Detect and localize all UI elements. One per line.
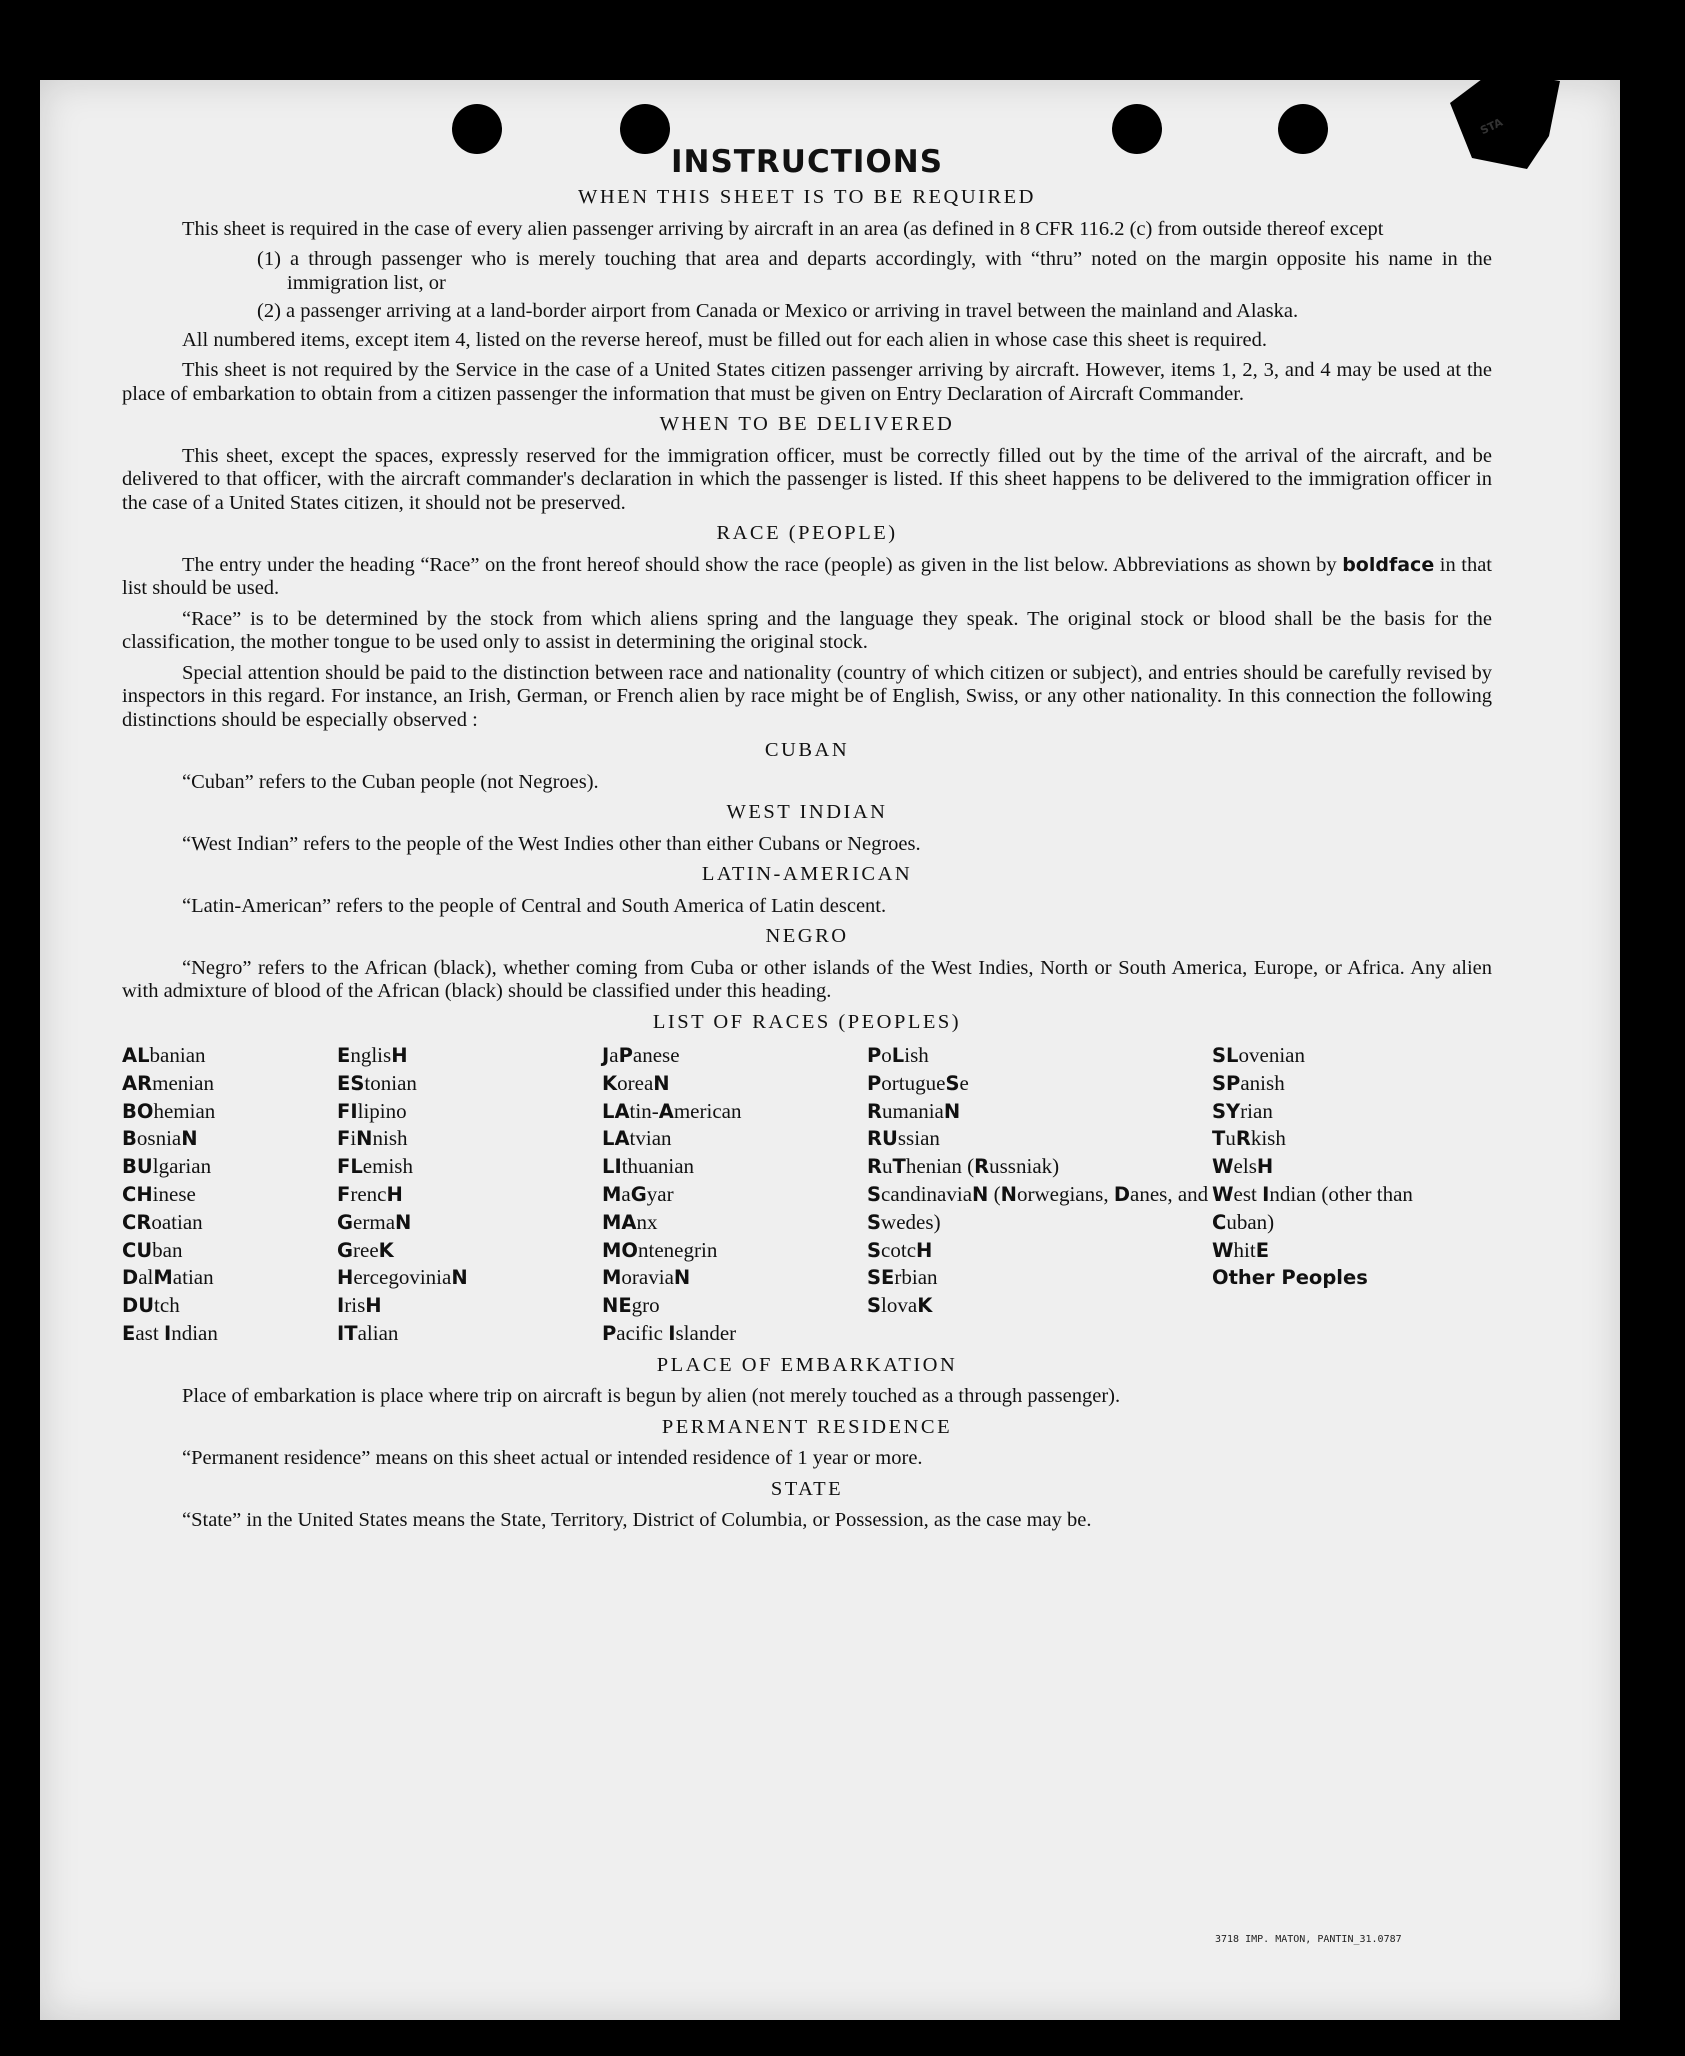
race-entry: SlovaK <box>867 1293 933 1318</box>
race-entry: RUssian <box>867 1126 940 1151</box>
section-heading: LIST OF RACES (PEOPLES) <box>652 1010 962 1033</box>
race-entry: ITalian <box>337 1320 399 1345</box>
race-entry: PoLish <box>867 1043 929 1067</box>
section-heading: STATE <box>770 1477 844 1500</box>
section-heading: LATIN-AMERICAN <box>701 863 913 885</box>
race-entry: RumaniaN <box>867 1098 961 1123</box>
race-entry: CRoatian <box>122 1209 203 1234</box>
race-column <box>602 1042 867 1348</box>
race-entry: West Indian (other than Cuban) <box>1212 1181 1413 1234</box>
race-entry: BUlgarian <box>122 1154 212 1179</box>
paragraph: This sheet is not required by the Service in the case of a United States citizen passenger arriving by aircraft. However, items 1, 2, 3, and 4 may be used at the place of embarkation to obtain from a citizen passenger the information that must be given on Entry Declaration of Aircraft Commander. <box>122 359 1492 405</box>
paragraph <box>122 554 1492 601</box>
paragraph: All numbered items, except item 4, listed on the reverse hereof, must be filled out for each alien in whose case this sheet is required. <box>182 328 1268 351</box>
list-item: (2) a passenger arriving at a land-border airport from Canada or Mexico or arriving in travel between the mainland and Alaska. <box>257 300 1299 322</box>
race-entry: FrencH <box>337 1181 403 1206</box>
race-column <box>867 1042 1212 1348</box>
race-entry: PortugueSe <box>867 1070 969 1095</box>
race-entry: FIlipino <box>337 1098 407 1123</box>
race-entry: GermaN <box>337 1209 412 1234</box>
paragraph: “Cuban” refers to the Cuban people (not Negroes). <box>182 770 599 793</box>
race-entry: GreeK <box>337 1237 394 1262</box>
race-entry: WhitE <box>1212 1237 1270 1262</box>
race-entry: ARmenian <box>122 1070 214 1095</box>
race-entry: MOntenegrin <box>602 1237 718 1262</box>
instructions-content <box>122 144 1492 1540</box>
race-entry: MoraviaN <box>602 1265 691 1290</box>
race-entry: LIthuanian <box>602 1154 695 1179</box>
race-entry: SPanish <box>1212 1070 1285 1095</box>
paragraph: This sheet is required in the case of every alien passenger arriving by aircraft in an area (as defined in 8 CFR 116.2 (c) from outside thereof except <box>182 217 1384 240</box>
race-entry: ScotcH <box>867 1237 933 1262</box>
race-entry: SErbian <box>867 1265 938 1290</box>
race-entry: EnglisH <box>337 1043 408 1067</box>
page-title: INSTRUCTIONS <box>670 144 944 180</box>
race-entry: JaPanese <box>602 1043 680 1067</box>
section-heading: PERMANENT RESIDENCE <box>661 1415 953 1438</box>
list-item: (1) a through passenger who is merely touching that area and departs accordingly, with “thru” noted on the margin opposite his name in the immigration list, or <box>257 248 1492 294</box>
paragraph: “West Indian” refers to the people of the West Indies other than either Cubans or Negroes. <box>182 832 921 855</box>
race-entry: DUtch <box>122 1293 180 1318</box>
text-span: in that list should be used. <box>122 553 1492 599</box>
race-entry: LAtvian <box>602 1126 672 1151</box>
race-entry: BOhemian <box>122 1098 216 1123</box>
paragraph: Special attention should be paid to the distinction between race and nationality (country of which citizen or subject), and entries should be carefully revised by inspectors in this regard. For instance, an Irish, German, or French alien by race might be of English, Swiss, or any other nationality. In this connection the following distinctions should be especially observed : <box>122 661 1492 731</box>
race-entry: IrisH <box>337 1293 382 1318</box>
race-entry: ALbanian <box>122 1043 206 1067</box>
section-heading: RACE (PEOPLE) <box>716 522 898 544</box>
race-entry: CHinese <box>122 1181 196 1206</box>
boldface-word: boldface <box>1342 553 1435 576</box>
race-list <box>122 1042 1492 1348</box>
race-entry: East Indian <box>122 1320 218 1345</box>
section-heading: WHEN TO BE DELIVERED <box>659 413 955 435</box>
race-column <box>337 1042 602 1348</box>
paragraph: “Permanent residence” means on this sheet actual or intended residence of 1 year or more. <box>182 1447 923 1470</box>
paragraph: Place of embarkation is place where trip on aircraft is begun by alien (not merely touched as a through passenger). <box>182 1385 1121 1408</box>
paragraph: “State” in the United States means the State, Territory, District of Columbia, or Possession, as the case may be. <box>182 1509 1092 1532</box>
race-entry: FiNnish <box>337 1126 408 1151</box>
paragraph: “Race” is to be determined by the stock from which aliens spring and the language they speak. The original stock or blood shall be the basis for the classification, the mother tongue to be used only to assist in determining the original stock. <box>122 607 1492 653</box>
section-heading: NEGRO <box>765 925 849 947</box>
section-heading: WHEN THIS SHEET IS TO BE REQUIRED <box>578 186 1036 208</box>
race-entry: SYrian <box>1212 1098 1273 1123</box>
race-entry: EStonian <box>337 1070 417 1095</box>
section-heading: PLACE OF EMBARKATION <box>656 1353 958 1376</box>
paragraph: “Negro” refers to the African (black), whether coming from Cuba or other islands of the West Indies, North or South America, Europe, or Africa. Any alien with admixture of blood of the African (black) should be classified under this heading. <box>122 956 1492 1002</box>
race-column <box>122 1042 337 1348</box>
race-column <box>1212 1042 1472 1348</box>
race-entry: NEgro <box>602 1293 660 1318</box>
race-entry: TuRkish <box>1212 1126 1286 1151</box>
race-entry: SLovenian <box>1212 1043 1305 1067</box>
race-entry: LAtin-American <box>602 1098 742 1123</box>
race-entry: MaGyar <box>602 1181 674 1206</box>
race-entry: HercegoviniaN <box>337 1265 468 1290</box>
paragraph: “Latin-American” refers to the people of Central and South America of Latin descent. <box>182 894 887 917</box>
stamp-text: STA <box>1478 115 1505 138</box>
race-entry: KoreaN <box>602 1070 670 1095</box>
race-entry: WelsH <box>1212 1154 1274 1179</box>
race-entry: BosniaN <box>122 1126 198 1151</box>
text-span: The entry under the heading “Race” on the front hereof should show the race (people) as given in the list below. Abbreviations as shown by <box>182 553 1337 576</box>
race-entry: ScandinaviaN (Norwegians, Danes, and Swedes) <box>867 1181 1209 1234</box>
section-heading: CUBAN <box>764 739 850 761</box>
section-heading: WEST INDIAN <box>726 801 888 823</box>
paragraph: This sheet, except the spaces, expressly reserved for the immigration officer, must be correctly filled out by the time of the arrival of the aircraft, and be delivered to that officer, with the aircraft commander's declaration in which the passenger is listed. If this sheet happens to be delivered to the immigration officer in the case of a United States citizen, it should not be preserved. <box>122 444 1492 514</box>
race-entry: Pacific Islander <box>602 1320 737 1345</box>
printer-imprint: 3718 IMP. MATON, PANTIN_31.0787 <box>1215 1934 1402 1945</box>
race-entry: MAnx <box>602 1209 658 1234</box>
race-entry: DalMatian <box>122 1265 214 1290</box>
race-entry: CUban <box>122 1237 183 1262</box>
race-entry: Other Peoples <box>1212 1266 1368 1290</box>
race-entry: RuThenian (Russniak) <box>867 1154 1060 1179</box>
race-entry: FLemish <box>337 1154 413 1179</box>
